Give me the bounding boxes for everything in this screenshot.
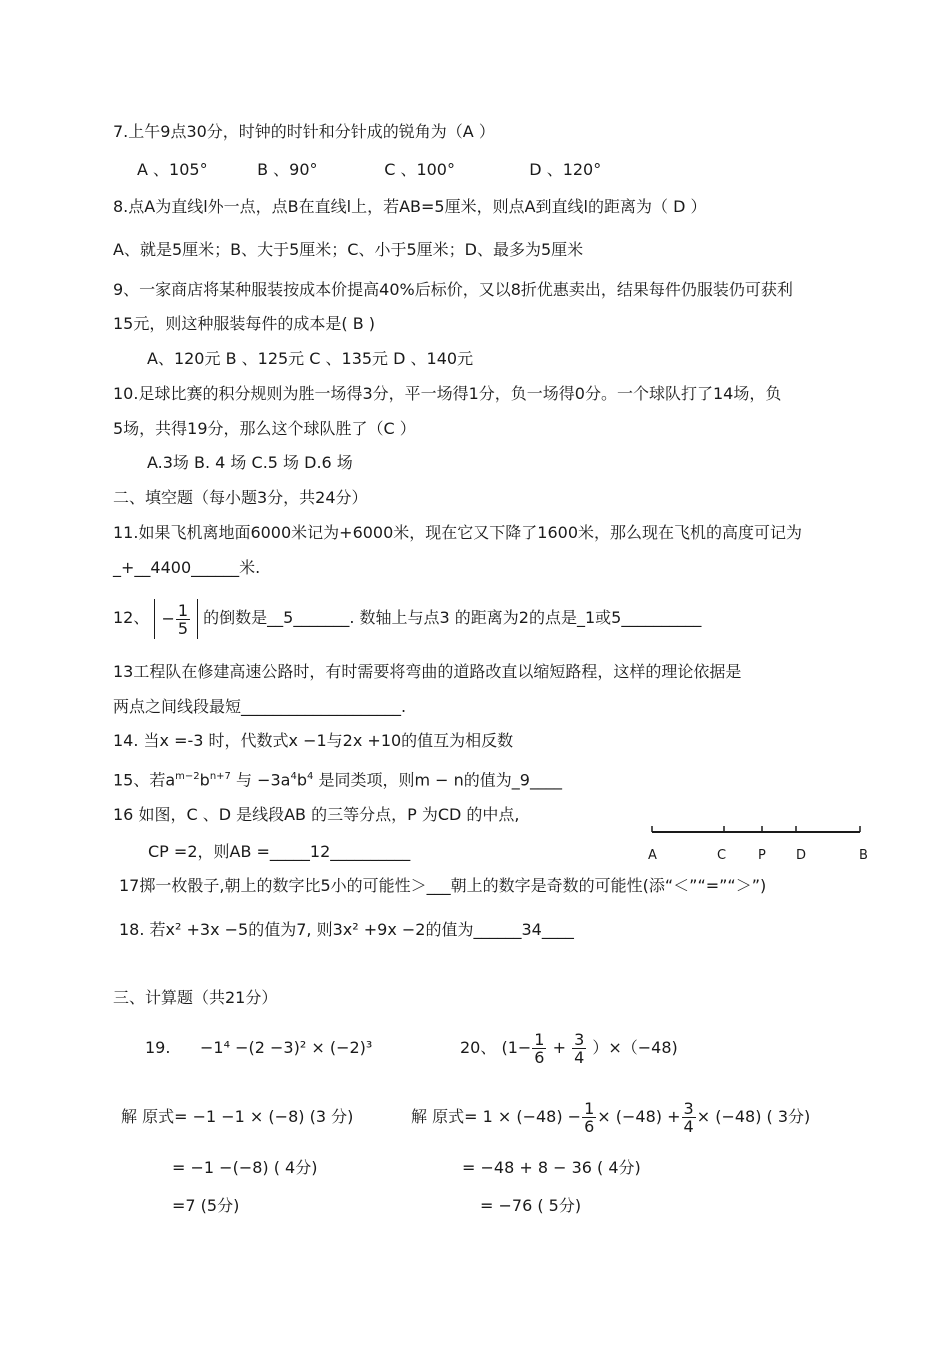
q20-fraction-2 (572, 1031, 586, 1066)
q17-line: 17掷一枚骰子,朝上的数字比5小的可能性＞___朝上的数字是奇数的可能性(添“＜”“=”“＞”) (119, 876, 767, 895)
q15-exp-a2: 4 (290, 771, 297, 782)
q20-step1-frac1-den: 6 (584, 1117, 595, 1136)
q20-plus: + (552, 1038, 566, 1057)
q9-line1: 9、一家商店将某种服装按成本价提高40%后标价，又以8折优惠卖出，结果每件仍服装仍可获利 (113, 280, 793, 299)
q8-options: A、就是5厘米；B、大于5厘米；C、小于5厘米；D、最多为5厘米 (113, 240, 584, 259)
q10-line1: 10.足球比赛的积分规则为胜一场得3分，平一场得1分，负一场得0分。一个球队打了14场，负 (113, 384, 782, 403)
q20-frac2-num: 3 (574, 1030, 585, 1049)
point-label-p: P (758, 848, 766, 863)
q20-step1-pre: 解 原式= 1 × (−48) − (411, 1107, 582, 1126)
point-label-c: C (717, 848, 727, 863)
q20-step1-mid: × (−48) + (597, 1107, 681, 1126)
section-3-heading: 三、计算题（共21分） (113, 988, 278, 1007)
q20-frac1-num: 1 (534, 1030, 545, 1049)
q20-step3: = −76 ( 5分) (480, 1196, 582, 1215)
point-label-d: D (796, 848, 807, 863)
q12-frac-numerator: 1 (177, 600, 189, 620)
q19-step2: = −1 −(−8) ( 4分) (172, 1158, 318, 1177)
q18-line: 18. 若x² +3x −5的值为7, 则3x² +9x −2的值为______34____ (119, 920, 574, 939)
q15-text-b2: b (296, 770, 308, 790)
q12-fraction (176, 602, 190, 637)
q12-text: 的倒数是__5_______. 数轴上与点3 的距离为2的点是_1或5__________ (203, 608, 702, 627)
q10-options: A.3场 B. 4 场 C.5 场 D.6 场 (147, 453, 353, 472)
q20-step1-frac2-den: 4 (683, 1117, 694, 1136)
q19-step1: 解 原式= −1 −1 × (−8) (3 分) (121, 1107, 354, 1126)
q20-step1 (411, 1097, 810, 1137)
q20-post: ）×（−48) (592, 1038, 678, 1057)
q9-line2: 15元，则这种服装每件的成本是( B ) (113, 314, 375, 333)
q15-text-pre: 15、若a (113, 770, 176, 790)
point-label-a: A (648, 848, 657, 863)
q9-options: A、120元 B 、125元 C 、135元 D 、140元 (147, 349, 474, 368)
q20-step1-frac1-num: 1 (584, 1099, 595, 1118)
q7-option-b: B 、90° (257, 160, 318, 179)
q12-number: 12、 (113, 608, 150, 627)
q20-step1-frac2 (682, 1100, 696, 1135)
q15-line (113, 767, 562, 790)
q16-line2: CP =2，则AB =_____12__________ (148, 842, 411, 861)
q14-line: 14. 当x =-3 时，代数式x −1与2x +10的值互为相反数 (113, 731, 514, 750)
q20-label: 20、 (460, 1038, 497, 1057)
q10-line2: 5场，共得19分，那么这个球队胜了（C ） (113, 419, 416, 438)
q15-text-post: 是同类项，则m − n的值为_9____ (318, 770, 562, 790)
q13-line1: 13工程队在修建高速公路时，有时需要将弯曲的道路改直以缩短路程，这样的理论依据是 (113, 662, 742, 681)
point-label-b: B (859, 848, 868, 863)
q20-frac1-den: 6 (534, 1048, 545, 1067)
q15-text-mid: 与 −3a (236, 770, 291, 790)
q11-line2: _+__4400______米. (113, 558, 261, 577)
q15-exp-a: m−2 (175, 771, 200, 782)
segment-diagram (648, 822, 868, 842)
q7-option-d: D 、120° (529, 160, 602, 179)
q20-step1-frac2-num: 3 (683, 1099, 694, 1118)
q20-pre: (1− (501, 1038, 532, 1057)
q20-expression (460, 1028, 678, 1068)
q7-stem: 7.上午9点30分，时钟的时针和分针成的锐角为（A ） (113, 122, 495, 141)
q15-exp-b2: 4 (307, 771, 314, 782)
q11-line1: 11.如果飞机离地面6000米记为+6000米，现在它又下降了1600米，那么现在飞机的高度可记为 (113, 523, 803, 542)
q7-option-a: A 、105° (137, 160, 208, 179)
q7-options (137, 160, 601, 180)
q19-label: 19. (145, 1038, 171, 1057)
q12-frac-sign: − (161, 608, 175, 628)
q12-frac-denominator: 5 (177, 618, 189, 638)
q20-frac2-den: 4 (574, 1048, 585, 1067)
q20-fraction-1 (532, 1031, 546, 1066)
q20-step1-post: × (−48) ( 3分) (696, 1107, 811, 1126)
q20-step1-frac1 (582, 1100, 596, 1135)
q15-exp-b: n+7 (209, 771, 231, 782)
q8-stem: 8.点A为直线l外一点，点B在直线l上，若AB=5厘米，则点A到直线l的距离为（ D ） (113, 197, 707, 216)
q12-absolute-value (154, 599, 198, 639)
q15-text-b: b (199, 770, 210, 790)
q19-expression: −1⁴ −(2 −3)² × (−2)³ (200, 1038, 373, 1057)
q20-step2: = −48 + 8 − 36 ( 4分) (462, 1158, 641, 1177)
q12-line (113, 598, 701, 639)
q19-step3: =7 (5分) (172, 1196, 240, 1215)
q16-line1: 16 如图，C 、D 是线段AB 的三等分点，P 为CD 的中点, (113, 805, 520, 824)
section-2-heading: 二、填空题（每小题3分，共24分） (113, 488, 368, 507)
q7-option-c: C 、100° (384, 160, 455, 179)
q13-line2: 两点之间线段最短____________________. (113, 697, 407, 716)
